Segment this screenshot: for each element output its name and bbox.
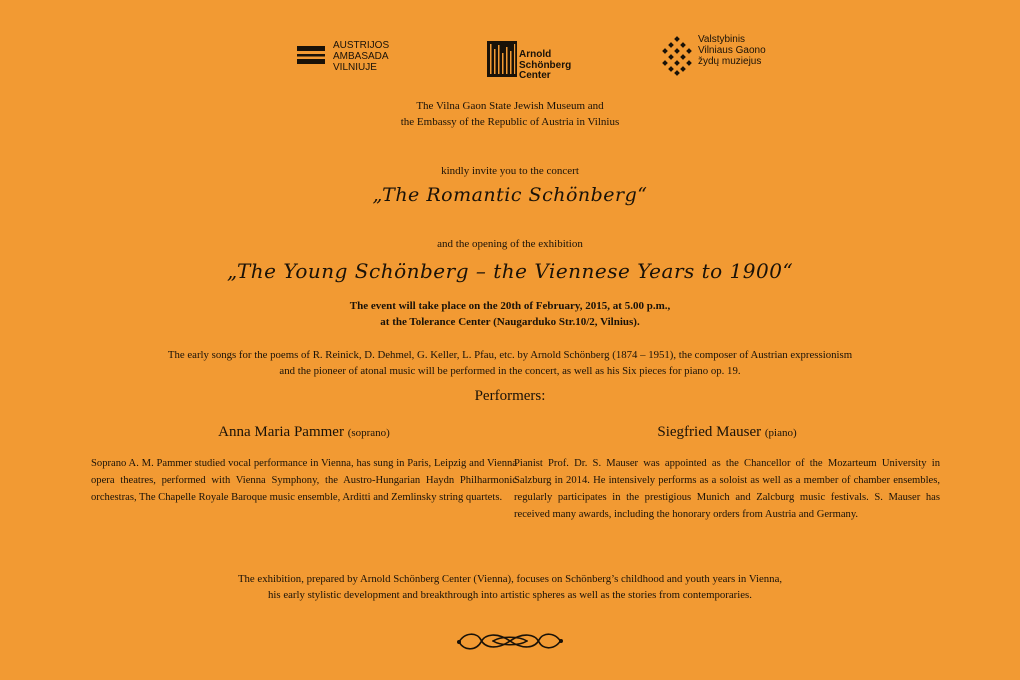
hosts-block (0, 98, 1020, 130)
austria-flag-icon (297, 46, 327, 68)
exhibition-note-line-2: his early stylistic development and breakthrough into artistic spheres as well as the stories from contemporaries. (268, 589, 752, 601)
program-line-1: The early songs for the poems of R. Reinick, D. Dehmel, G. Keller, L. Pfau, etc. by Arnold Schönberg (1874 – 1951), the composer of Austrian expressionism (167, 349, 853, 361)
vilna-logo-line-2: Vilniaus Gaono (698, 44, 766, 56)
asc-logo-line-2: Schönberg (519, 59, 572, 71)
vilna-logo-line-3: žydų muziejus (698, 55, 762, 67)
logos-row (0, 33, 1020, 84)
performer-card-piano (514, 424, 940, 523)
asc-logo-line-1: Arnold (519, 49, 552, 60)
flourish-ornament-icon (455, 628, 565, 654)
exhibition-note (0, 571, 1020, 603)
hosts-line-1: The Vilna Gaon State Jewish Museum and (416, 100, 604, 112)
exhibition-intro: and the opening of the exhibition (437, 238, 583, 250)
exhibition-title: „The Young Schönberg – the Viennese Years to 1900“ (226, 259, 794, 283)
performer-bio: Pianist Prof. Dr. S. Mauser was appointed as the Chancellor of the Mozarteum University in Salzburg in 2014. He intensively performs as a soloist as well as a member of chamber ensembles, regularly participates in the prestigious Munich and Zalcburg music festivals. S. Mauser has received many awards, including the honorary orders from Austria and Germany. (514, 458, 940, 520)
event-details-line-2: at the Tolerance Center (Naugarduko Str.10/2, Vilnius). (380, 316, 640, 328)
performer-name: Siegfried Mauser (657, 424, 762, 440)
program-description (0, 347, 1020, 379)
invite-line: kindly invite you to the concert (441, 165, 579, 177)
austria-logo-line-3: VILNIUJE (333, 62, 377, 73)
event-details (0, 298, 1020, 330)
performer-bio: Soprano A. M. Pammer studied vocal performance in Vienna, has sung in Paris, Leipzig and Vienna opera theatres, performed with Vienna Symphony, the Austro-Hungarian Haydn Philharmonic orchestras, The Chapelle Royale Baroque music ensemble, Arditti and Zemlinsky string quartets. (91, 458, 517, 503)
exhibition-note-line-1: The exhibition, prepared by Arnold Schönberg Center (Vienna), focuses on Schönberg’s childhood and youth years in Vienna, (237, 573, 783, 585)
hosts-line-2: the Embassy of the Republic of Austria in Vilnius (400, 116, 620, 128)
austria-logo-line-1: AUSTRIJOS (333, 40, 390, 51)
performer-heading (91, 424, 517, 441)
concert-title: „The Romantic Schönberg“ (372, 184, 648, 206)
performer-role: (piano) (764, 427, 797, 439)
schoenberg-center-icon (487, 41, 517, 77)
performer-card-soprano (91, 424, 517, 506)
performer-role: (soprano) (347, 427, 390, 439)
austrian-embassy-logo (297, 40, 389, 73)
event-details-line-1: The event will take place on the 20th of February, 2015, at 5.00 p.m., (349, 300, 671, 312)
schoenberg-center-logo (487, 36, 571, 82)
austria-logo-line-2: AMBASADA (333, 51, 389, 62)
vilna-gaon-museum-logo (660, 33, 766, 76)
vilna-logo-line-1: Valstybinis (698, 33, 746, 45)
museum-emblem-icon (660, 36, 694, 76)
performer-name: Anna Maria Pammer (218, 424, 344, 440)
performer-heading (514, 424, 940, 441)
performers-heading: Performers: (474, 388, 546, 404)
program-line-2: and the pioneer of atonal music will be performed in the concert, as well as his Six pieces for piano op. 19. (279, 365, 741, 377)
asc-logo-line-3: Center (519, 70, 551, 81)
